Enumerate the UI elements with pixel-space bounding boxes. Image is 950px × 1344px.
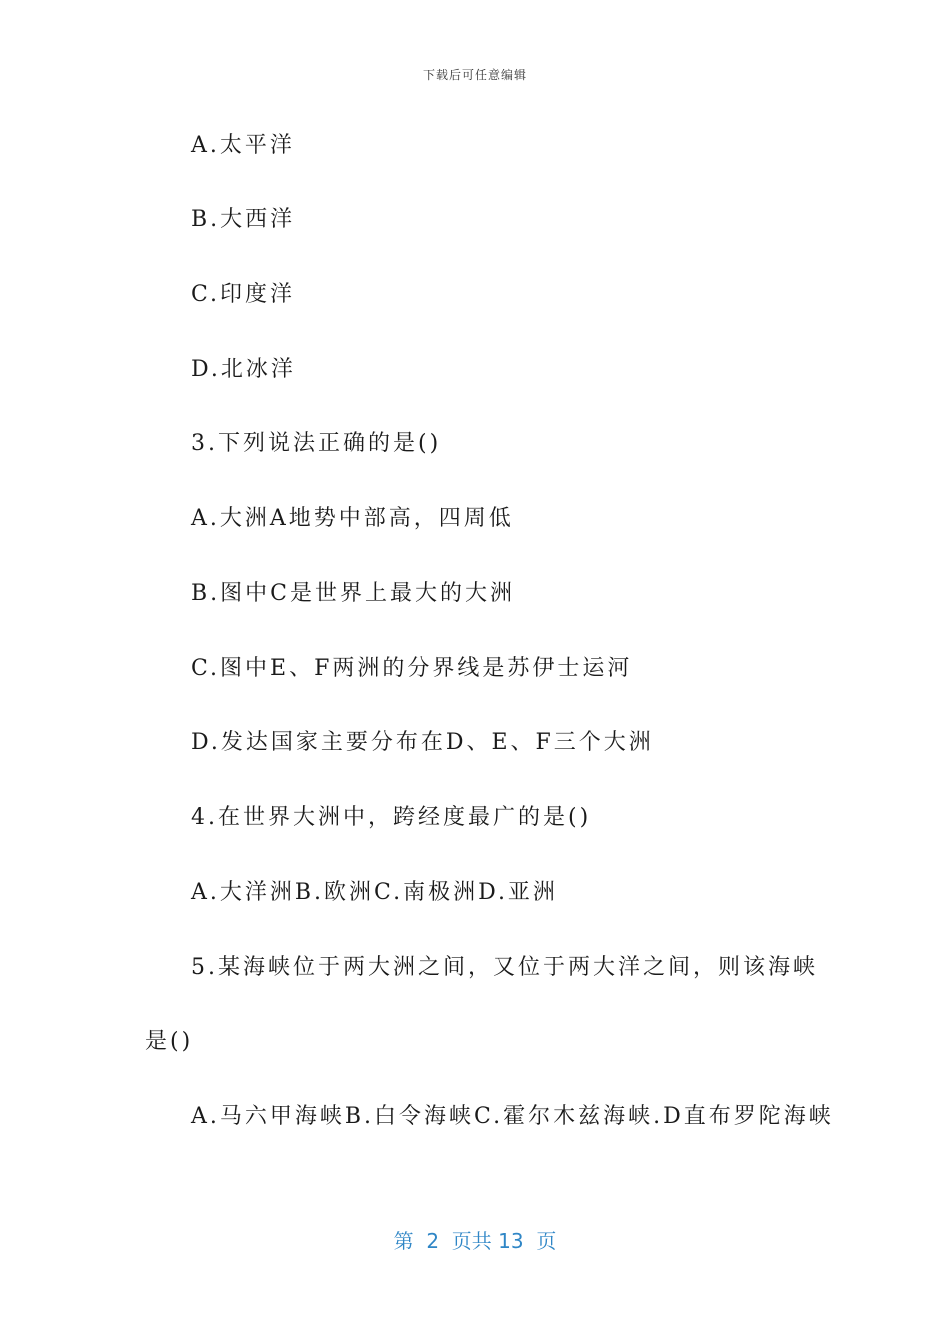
q3-option-c: C.图中E、F两洲的分界线是苏伊士运河	[191, 656, 633, 681]
question-4: 4.在世界大洲中，跨经度最广的是()	[191, 805, 592, 830]
option-b-atlantic: B.大西洋	[191, 207, 296, 232]
page-header: 下载后可任意编辑	[422, 68, 527, 82]
q3-option-a: A.大洲A地势中部高，四周低	[191, 506, 514, 531]
question-5: 5.某海峡位于两大洲之间，又位于两大洋之间，则该海峡	[191, 955, 818, 980]
q4-options: A.大洋洲B.欧洲C.南极洲D.亚洲	[191, 880, 558, 905]
option-c-indian: C.印度洋	[191, 282, 296, 307]
q5-options: A.马六甲海峡B.白令海峡C.霍尔木兹海峡.D直布罗陀海峡	[191, 1104, 834, 1129]
page-number-footer: 第 2 页共 13 页	[393, 1229, 557, 1253]
q3-option-b: B.图中C是世界上最大的大洲	[191, 581, 515, 606]
option-a-pacific: A.太平洋	[191, 133, 295, 158]
q3-option-d: D.发达国家主要分布在D、E、F三个大洲	[191, 730, 654, 755]
question-5-continued: 是()	[145, 1029, 194, 1054]
option-d-arctic: D.北冰洋	[191, 357, 296, 382]
question-3: 3.下列说法正确的是()	[191, 431, 442, 456]
